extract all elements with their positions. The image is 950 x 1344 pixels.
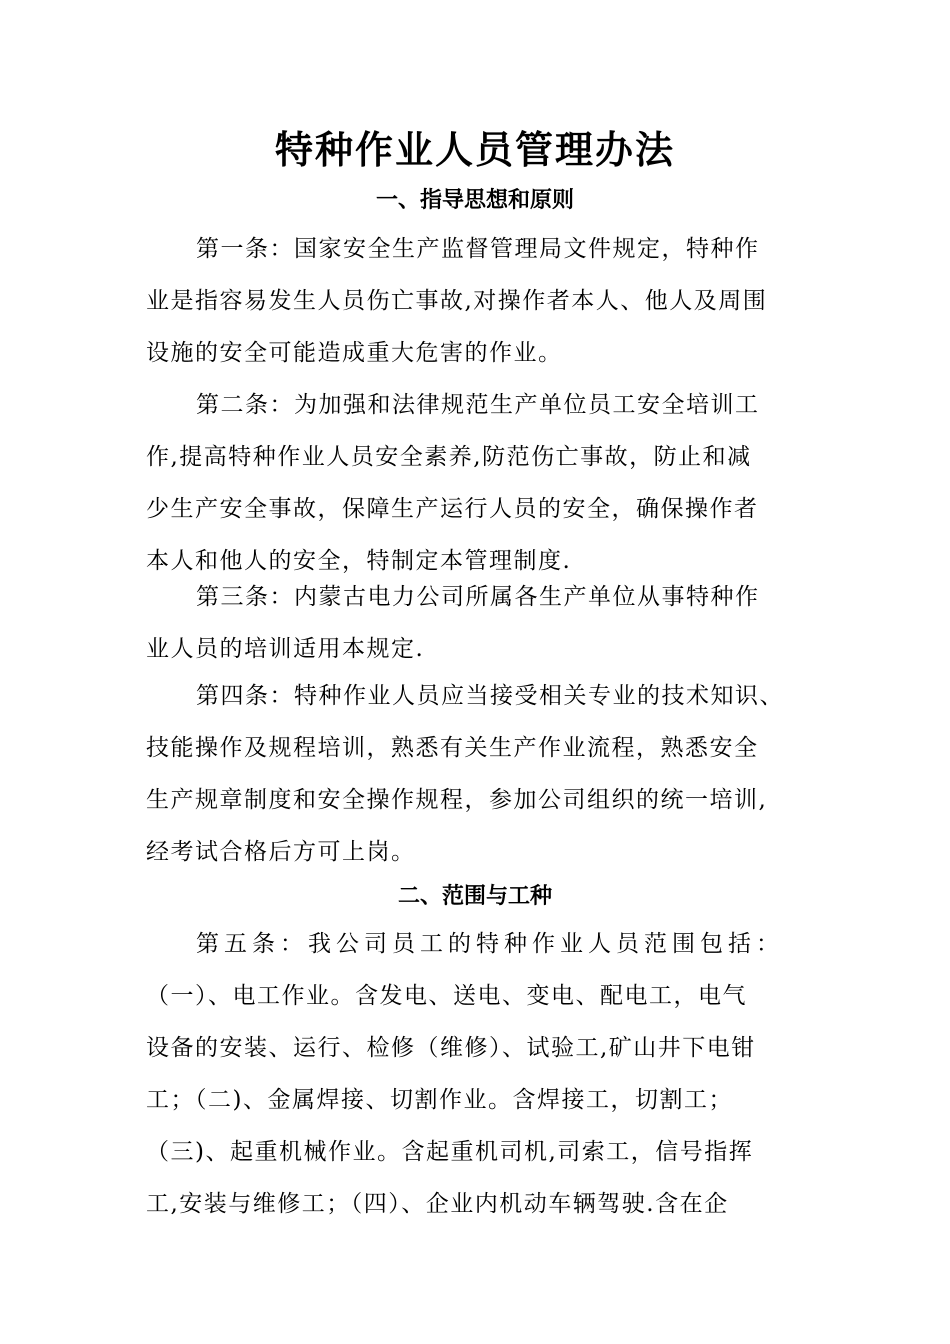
text-line: 经考试合格后方可上岗。: [146, 839, 416, 865]
text-line: 生产规章制度和安全操作规程，参加公司组织的统一培训,: [146, 787, 768, 813]
article-3-paragraph: [146, 571, 810, 675]
text-line: 本人和他人的安全，特制定本管理制度.: [146, 548, 572, 574]
text-line: 设施的安全可能造成重大危害的作业。: [146, 340, 563, 366]
text-line: 第二条：为加强和法律规范生产单位员工安全培训工: [196, 392, 760, 418]
text-line: 第五条：我公司员工的特种作业人员范围包括：: [196, 931, 784, 957]
article-5-paragraph: [146, 918, 810, 1230]
text-line: 业是指容易发生人员伤亡事故,对操作者本人、他人及周围: [146, 288, 768, 314]
text-line: 作,提高特种作业人员安全素养,防范伤亡事故，防止和减: [146, 444, 752, 470]
text-line: 第一条：国家安全生产监督管理局文件规定，特种作: [196, 236, 760, 262]
text-line: 工,安装与维修工；（四）、企业内机动车辆驾驶.含在企: [146, 1191, 729, 1217]
text-line: 第三条：内蒙古电力公司所属各生产单位从事特种作: [196, 584, 760, 610]
text-line: 少生产安全事故，保障生产运行人员的安全，确保操作者: [146, 496, 759, 522]
document-title: 特种作业人员管理办法: [274, 127, 675, 172]
article-2-paragraph: [146, 379, 810, 587]
text-line: 第四条：特种作业人员应当接受相关专业的技术知识、: [196, 683, 784, 709]
text-line: 业人员的培训适用本规定.: [146, 636, 425, 662]
text-line: （三)、起重机械作业。含起重机司机,司索工，信号指挥: [146, 1139, 754, 1165]
text-line: （一）、电工作业。含发电、送电、变电、配电工，电气: [146, 983, 747, 1009]
text-line: 技能操作及规程培训，熟悉有关生产作业流程，熟悉安全: [146, 735, 759, 761]
article-1-paragraph: [146, 223, 810, 379]
section-heading-principles: 一、指导思想和原则: [375, 187, 574, 213]
article-4-paragraph: [146, 670, 810, 878]
text-line: 工；（二)、金属焊接、切割作业。含焊接工，切割工；: [146, 1087, 733, 1113]
section-heading-scope: 二、范围与工种: [397, 883, 552, 909]
text-line: 设备的安装、运行、检修（维修）、试验工,矿山井下电钳: [146, 1035, 756, 1061]
